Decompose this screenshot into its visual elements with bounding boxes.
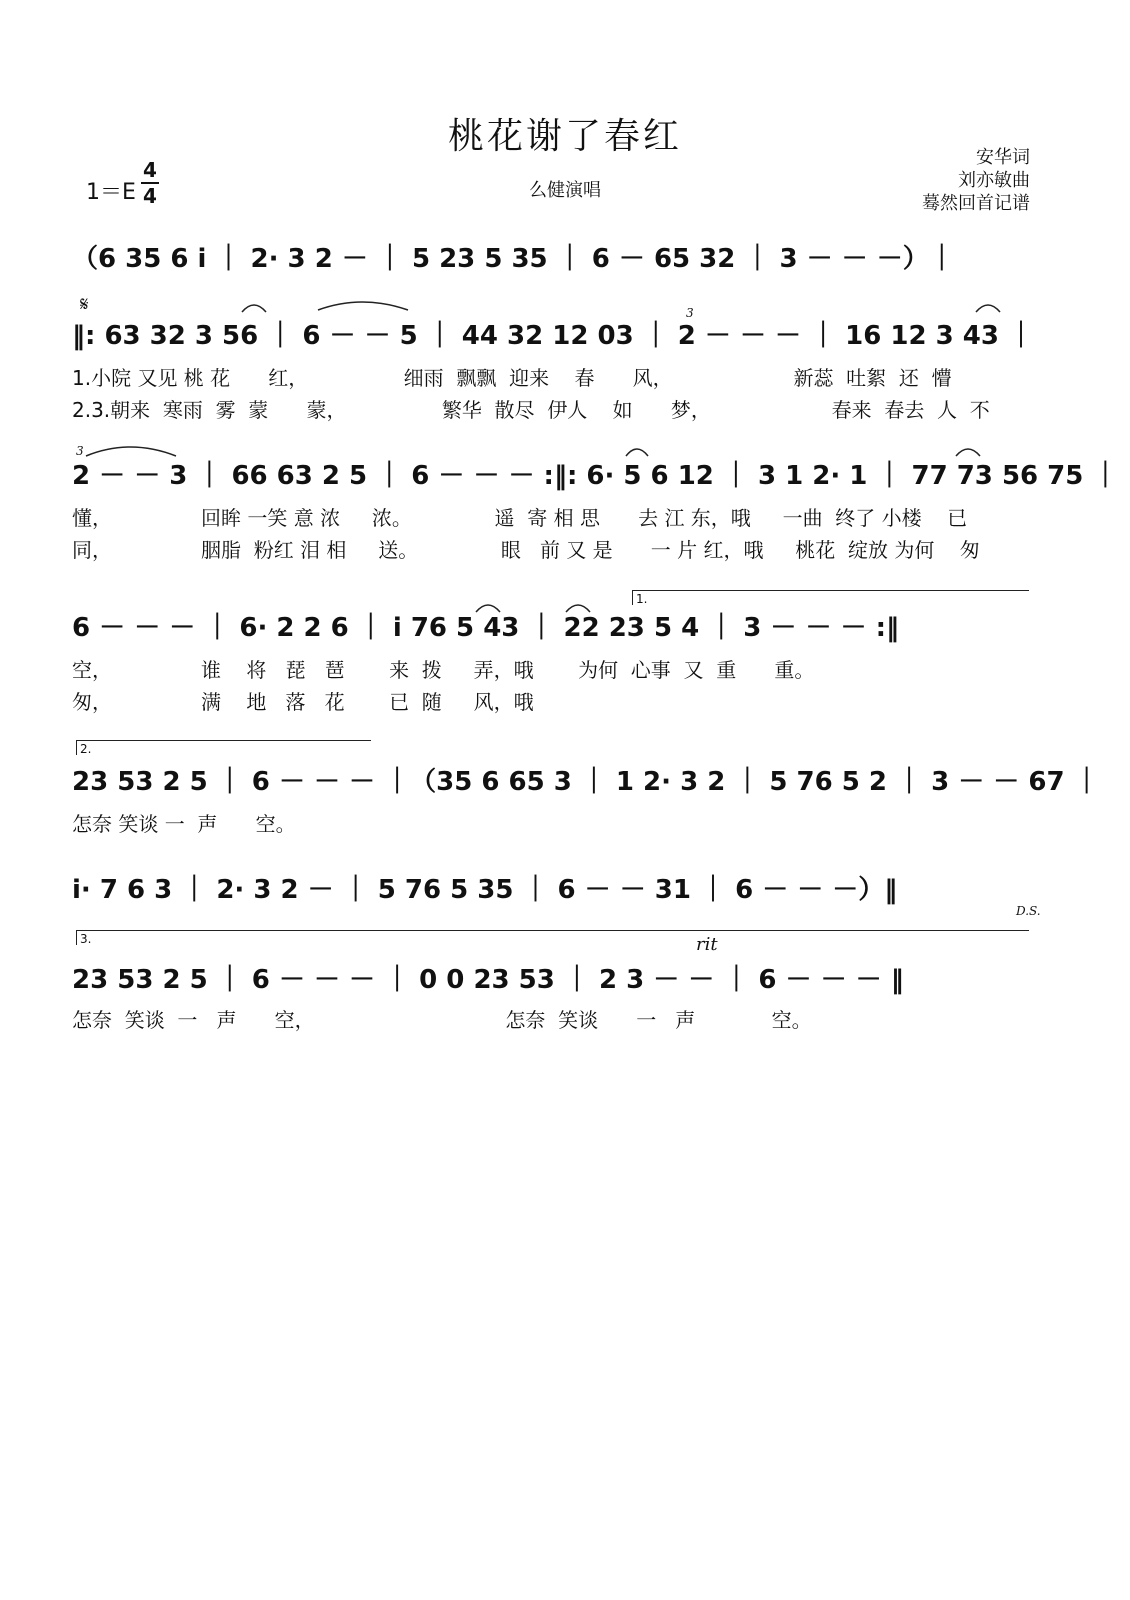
- slurs-system-2: [0, 290, 1130, 320]
- grace-note-mark: 3: [686, 306, 694, 320]
- lyricist-credit: 安华词: [976, 147, 1030, 168]
- time-signature-bottom: 4: [143, 184, 157, 208]
- key-signature: 1＝E: [86, 180, 136, 205]
- lyric-line-2-verse-2: 2.3.朝来 寒雨 雾 蒙 蒙， 繁华 散尽 伊人 如 梦， 春来 春去 人 不: [72, 398, 990, 422]
- notation-system-5: 23 53 2 5 ｜ 6 － － － ｜（35 6 65 3 ｜ 1 2· 3 2 ｜ 5 76 5 2 ｜ 3 － － 67 ｜: [72, 767, 1100, 797]
- notation-system-7: 23 53 2 5 ｜ 6 － － － ｜ 0 0 23 53 ｜ 2 3 － － ｜ 6 － － － ‖: [72, 965, 904, 995]
- notation-system-4: 6 － － － ｜ 6· 2 2 6 ｜ i 76 5 43 ｜ 22 23 5 4 ｜ 3 － － － :‖: [72, 613, 899, 643]
- lyric-line-3-verse-1: 懂， 回眸 一笑 意 浓 浓。 遥 寄 相 思 去 江 东，哦 一曲 终了 小楼 已: [72, 506, 968, 530]
- slur: [626, 449, 648, 456]
- slur: [242, 305, 266, 312]
- volta-number-1: 1.: [636, 592, 648, 606]
- slur: [476, 605, 500, 612]
- slur: [318, 302, 408, 310]
- time-signature-top: 4: [143, 158, 157, 182]
- volta-bracket-3: [76, 930, 1029, 945]
- slur: [86, 447, 176, 456]
- slurs-system-4: [0, 590, 1130, 620]
- transcriber-credit: 蓦然回首记谱: [922, 193, 1030, 214]
- lyric-line-7-verse-1: 怎奈 笑谈 一 声 空， 怎奈 笑谈 一 声 空。: [72, 1008, 812, 1032]
- notation-system-3: 2 － － 3 ｜ 66 63 2 5 ｜ 6 － － － :‖: 6· 5 6 12 ｜ 3 1 2· 1 ｜ 77 73 56 75 ｜: [72, 461, 1119, 491]
- slurs-system-3: [0, 436, 1130, 466]
- slur: [566, 605, 590, 612]
- singer-credit: 么健演唱: [529, 180, 601, 201]
- notation-system-6: i· 7 6 3 ｜ 2· 3 2 － ｜ 5 76 5 35 ｜ 6 － － 31 ｜ 6 － － －）‖: [72, 875, 898, 905]
- grace-note-mark: 3: [76, 444, 84, 458]
- lyric-line-3-verse-2: 同， 胭脂 粉红 泪 相 送。 眼 前 又 是 一 片 红，哦 桃花 绽放 为何 匆: [72, 538, 980, 562]
- ritardando-mark: rit: [696, 934, 718, 955]
- lyric-line-5-verse-1: 怎奈 笑谈 一 声 空。: [72, 812, 296, 836]
- dal-segno-mark: D.S.: [1016, 904, 1041, 918]
- lyric-line-4-verse-1: 空， 谁 将 琵 琶 来 拨 弄，哦 为何 心事 又 重 重。: [72, 658, 815, 682]
- lyric-line-4-verse-2: 匆， 满 地 落 花 已 随 风，哦: [72, 690, 534, 714]
- page-title: 桃花谢了春红: [447, 116, 682, 157]
- segno-sign: 𝄋: [80, 292, 89, 316]
- time-signature: [140, 158, 160, 208]
- slur: [956, 449, 980, 456]
- volta-bracket-2: [76, 740, 371, 755]
- lyric-line-2-verse-1: 1.小院 又见 桃 花 红， 细雨 飘飘 迎来 春 风， 新蕊 吐絮 还 懵: [72, 366, 952, 390]
- composer-credit: 刘亦敏曲: [958, 170, 1030, 191]
- slur: [976, 305, 1000, 312]
- notation-system-2: ‖: 63 32 3 56 ｜ 6 － － 5 ｜ 44 32 12 03 ｜ 2 － － － ｜ 16 12 3 43 ｜: [72, 321, 1034, 351]
- volta-number-3: 3.: [80, 932, 92, 946]
- notation-system-1: （6 35 6 i ｜ 2· 3 2 － ｜ 5 23 5 35 ｜ 6 － 65 32 ｜ 3 － － －）｜: [72, 244, 955, 274]
- volta-number-2: 2.: [80, 742, 92, 756]
